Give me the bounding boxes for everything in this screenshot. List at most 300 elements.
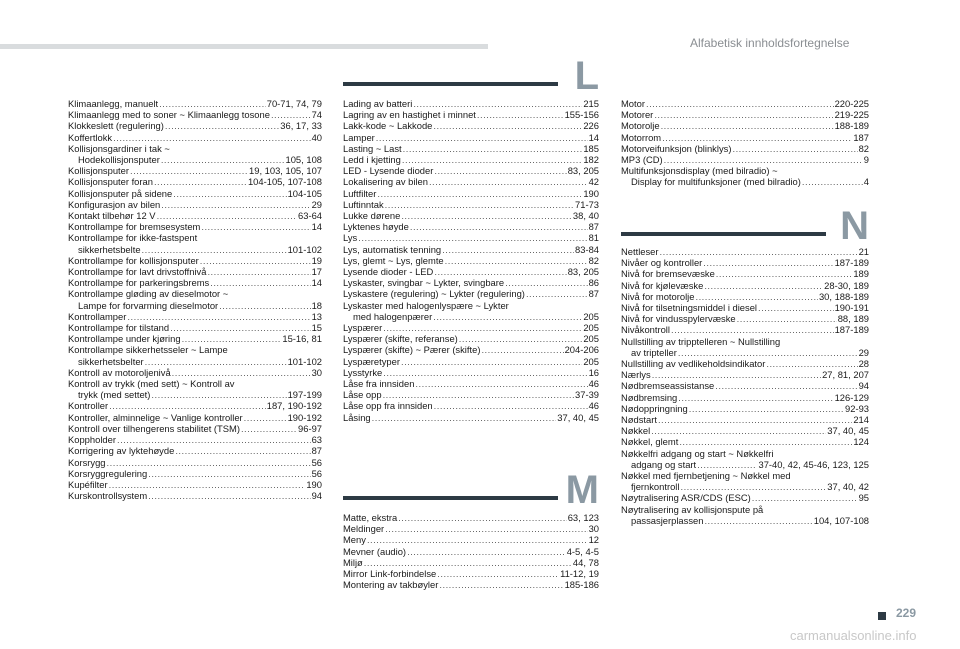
dot-leader [410, 221, 588, 232]
dot-leader [383, 322, 582, 333]
dot-leader [651, 425, 826, 436]
entry-term: Nivå for bremsevæske [621, 268, 715, 280]
dot-leader [445, 255, 588, 266]
index-entry [621, 176, 869, 187]
index-entry [68, 457, 322, 468]
entry-pages: 188-189 [834, 120, 869, 132]
entry-pages: 28-30, 189 [824, 279, 869, 291]
entry-pages: 94 [311, 490, 322, 502]
entry-term: Nivåkontroll [621, 324, 670, 336]
entry-pages: 11-12, 19 [560, 568, 599, 580]
section-rule [621, 232, 826, 236]
dot-leader [159, 98, 266, 109]
entry-pages: 56 [311, 456, 322, 468]
entry-pages: 18 [311, 299, 322, 311]
entry-term: adgang og start [631, 458, 697, 470]
entry-pages: 95 [858, 492, 869, 504]
entry-pages: 14 [311, 277, 322, 289]
entry-pages: 14 [311, 221, 322, 233]
index-entry [343, 232, 599, 243]
entry-pages: 220-225 [834, 98, 869, 109]
entry-term: Kontroller, alminnelige ~ Vanlige kontroller [68, 411, 243, 423]
entry-term: Låsing [343, 411, 371, 423]
dot-leader [201, 221, 310, 232]
entry-term: Lys, automatisk tenning [343, 243, 442, 255]
entry-pages: 205 [583, 322, 599, 334]
entry-pages: 28 [858, 358, 869, 370]
index-entry [68, 423, 322, 434]
entry-pages: 37, 40, 45 [557, 411, 599, 423]
entry-pages: 46 [588, 378, 599, 390]
index-entry [621, 165, 869, 176]
entry-term: Korsryggregulering [68, 467, 148, 479]
entry-pages: 82 [858, 142, 869, 154]
dot-leader [113, 132, 310, 143]
dot-leader [127, 311, 310, 322]
index-entry [343, 300, 599, 311]
entry-pages: 88, 189 [837, 313, 869, 325]
index-entry [68, 210, 322, 221]
entry-pages: 197-199 [287, 389, 322, 401]
dot-leader [654, 109, 833, 120]
entry-term: Lagring av en hastighet i minnet [343, 109, 476, 121]
entry-term: Lyskaster, svingbar ~ Lykter, svingbare [343, 277, 505, 289]
entry-pages: 204-206 [564, 344, 599, 356]
index-entry [68, 333, 322, 344]
entry-term: Meldinger [343, 523, 385, 535]
entry-pages: 13 [311, 310, 322, 322]
dot-leader [716, 268, 853, 279]
dot-leader [715, 380, 857, 391]
entry-pages: 46 [588, 400, 599, 412]
index-entry [343, 143, 599, 154]
entry-term: Luftinntak [343, 198, 384, 210]
dot-leader [117, 434, 311, 445]
index-entry [621, 459, 869, 470]
entry-term: Kontrollampe for ikke-fastspent [68, 232, 198, 244]
index-entry [343, 311, 599, 322]
dot-leader [434, 165, 566, 176]
dot-leader [401, 210, 572, 221]
entry-term: Låse opp fra innsiden [343, 400, 433, 412]
index-entry [68, 120, 322, 131]
entry-term: Kontrollampe for kollisjonsputer [68, 254, 199, 266]
entry-term: Kontrollampe for bremsesystem [68, 221, 201, 233]
entry-term: Nærlys [621, 369, 651, 381]
index-entry [68, 255, 322, 266]
index-entry [68, 232, 322, 243]
dot-leader [385, 523, 587, 534]
entry-term: Lysstyrke [343, 366, 383, 378]
index-entry [621, 302, 869, 313]
entry-term: Motor [621, 98, 645, 109]
dot-leader [383, 367, 587, 378]
index-entry [343, 109, 599, 120]
dot-leader [689, 403, 844, 414]
dot-leader [703, 257, 833, 268]
dot-leader [429, 176, 588, 187]
dot-leader [157, 210, 297, 221]
entry-term: Motorveifunksjon (blinklys) [621, 142, 732, 154]
entry-term: Kontroll over tilhengerens stabilitet (TSM) [68, 422, 240, 434]
header-rule [0, 44, 488, 49]
index-entry [68, 468, 322, 479]
dot-leader [505, 277, 587, 288]
index-entry [343, 322, 599, 333]
dot-leader [210, 277, 310, 288]
index-entry [621, 481, 869, 492]
entry-term: Låse opp [343, 389, 382, 401]
index-entry [68, 288, 322, 299]
dot-leader [376, 132, 588, 143]
index-entry [68, 143, 322, 154]
dot-leader [244, 412, 287, 423]
section-rule [343, 496, 558, 500]
section-header-m [343, 468, 599, 512]
corner-mark [878, 612, 886, 620]
index-entry [343, 400, 599, 411]
dot-leader [407, 546, 566, 557]
entry-term: Lasting ~ Last [343, 142, 402, 154]
entry-term: Nivå for kjølevæske [621, 279, 704, 291]
entry-term: Nivå for vindusspylervæske [621, 313, 736, 325]
entry-term: Korsrygg [68, 456, 106, 468]
entry-pages: 105, 108 [285, 154, 322, 166]
entry-pages: 190-192 [287, 411, 322, 423]
dot-leader [151, 389, 286, 400]
index-entry [343, 188, 599, 199]
entry-term: Kollisjonsgardiner i tak ~ [68, 142, 170, 154]
page-number: 229 [896, 606, 917, 620]
entry-pages: 124 [853, 436, 869, 448]
index-entry [68, 266, 322, 277]
entry-term: Lukke dørene [343, 210, 401, 222]
entry-term: Multifunksjonsdisplay (med bilradio) ~ [621, 165, 778, 177]
dot-leader [680, 481, 826, 492]
entry-pages: 44, 78 [572, 556, 599, 568]
index-entry [68, 445, 322, 456]
dot-leader [170, 322, 310, 333]
dot-leader [367, 534, 588, 545]
entry-pages: 104, 107-108 [813, 514, 869, 526]
dot-leader [434, 266, 566, 277]
dot-leader [671, 324, 834, 335]
dot-leader [652, 369, 821, 380]
index-column-l [343, 98, 599, 423]
entry-term: Matte, ekstra [343, 512, 398, 523]
entry-term: Lokalisering av bilen [343, 176, 428, 188]
dot-leader [433, 311, 582, 322]
entry-term: Meny [343, 534, 366, 546]
index-entry [343, 333, 599, 344]
dot-leader [766, 358, 857, 369]
dot-leader [377, 188, 582, 199]
entry-term: Motorrom [621, 131, 662, 143]
dot-leader [148, 490, 310, 501]
entry-pages: 40 [311, 131, 322, 143]
entry-term: Nødbremseassistanse [621, 380, 715, 392]
section-header-n [621, 204, 869, 248]
entry-pages: 27, 81, 207 [822, 369, 869, 381]
index-entry [68, 109, 322, 120]
index-entry [343, 120, 599, 131]
index-entry [621, 268, 869, 279]
dot-leader [758, 302, 834, 313]
dot-leader [704, 515, 812, 526]
entry-pages: 86 [588, 277, 599, 289]
dot-leader [109, 400, 266, 411]
index-entry [68, 322, 322, 333]
entry-pages: 81 [588, 232, 599, 244]
entry-pages: 70-71, 74, 79 [266, 98, 322, 109]
entry-term: LED - Lysende dioder [343, 165, 434, 177]
entry-pages: 9 [863, 154, 869, 166]
entry-term: Nullstilling av vedlikeholdsindikator [621, 358, 766, 370]
entry-term: Kollisjonsputer foran [68, 176, 153, 188]
index-entry [621, 369, 869, 380]
entry-pages: 29 [858, 346, 869, 358]
entry-pages: 56 [311, 467, 322, 479]
index-entry [343, 534, 599, 545]
entry-term: Kontrollampe for lavt drivstoffnivå [68, 266, 207, 278]
index-entry [621, 448, 869, 459]
index-entry [621, 425, 869, 436]
entry-pages: 16 [588, 366, 599, 378]
dot-leader [437, 568, 559, 579]
entry-pages: 63-64 [298, 210, 322, 222]
dot-leader [130, 165, 248, 176]
dot-leader [385, 199, 574, 210]
entry-term: Kontroll av trykk (med sett) ~ Kontroll av [68, 378, 235, 390]
entry-pages: 4-5, 4-5 [566, 545, 599, 557]
entry-term: Kollisjonsputer [68, 165, 129, 177]
entry-term: Koffertlokk [68, 131, 113, 143]
dot-leader [175, 445, 310, 456]
entry-pages: 187-189 [834, 257, 869, 269]
entry-pages: 21 [858, 246, 869, 257]
entry-term: Kontrollamper [68, 310, 127, 322]
entry-term: Nøytralisering ASR/CDS (ESC) [621, 492, 751, 504]
entry-term: sikkerhetsbelter [78, 355, 144, 367]
index-entry [621, 257, 869, 268]
index-entry [621, 313, 869, 324]
section-header-l [343, 54, 599, 98]
index-entry [68, 344, 322, 355]
index-entry [343, 557, 599, 568]
index-entry [68, 479, 322, 490]
page-header-title: Alfabetisk innholdsfortegnelse [690, 36, 850, 50]
index-entry [343, 244, 599, 255]
index-entry [68, 490, 322, 501]
index-column-m-cont [621, 98, 869, 188]
dot-leader [695, 291, 817, 302]
index-entry [68, 356, 322, 367]
dot-leader [697, 459, 757, 470]
entry-term: Lyspærer [343, 322, 383, 334]
entry-term: trykk (med settet) [78, 389, 151, 401]
entry-term: Kollisjonsputer på sidene [68, 187, 173, 199]
entry-term: Nødbremsing [621, 391, 678, 403]
dot-leader [271, 109, 311, 120]
entry-pages: 37, 40, 45 [827, 425, 869, 437]
entry-term: Lampe for forvarming dieselmotor [78, 299, 219, 311]
dot-leader [402, 154, 582, 165]
entry-term: Motorer [621, 109, 654, 121]
dot-leader [704, 280, 823, 291]
dot-leader [145, 356, 287, 367]
index-entry [343, 199, 599, 210]
index-entry [621, 98, 869, 109]
entry-pages: 214 [853, 414, 869, 426]
index-entry [68, 311, 322, 322]
index-entry [621, 515, 869, 526]
index-entry [621, 336, 869, 347]
dot-leader [241, 423, 297, 434]
dot-leader [664, 154, 863, 165]
entry-pages: 155-156 [564, 109, 599, 121]
entry-term: Lyskastere (regulering) ~ Lykter (regulering) [343, 288, 525, 300]
entry-pages: 104-105 [287, 187, 322, 199]
entry-pages: 30 [588, 523, 599, 535]
entry-term: Kontrollampe under kjøring [68, 333, 181, 345]
dot-leader [442, 244, 574, 255]
entry-term: Nivå for tilsetningsmiddel i diesel [621, 302, 757, 314]
index-entry [621, 358, 869, 369]
entry-pages: 215 [583, 98, 599, 109]
dot-leader [173, 188, 286, 199]
index-entry [343, 98, 599, 109]
index-entry [343, 255, 599, 266]
entry-term: Lyktenes høyde [343, 221, 409, 233]
entry-term: Lys [343, 232, 358, 244]
entry-term: Display for multifunksjoner (med bilradio) [631, 176, 801, 188]
entry-pages: 126-129 [834, 391, 869, 403]
index-entry [621, 246, 869, 257]
entry-term: Korrigering av lyktehøyde [68, 445, 175, 457]
index-entry [621, 392, 869, 403]
entry-pages: 226 [583, 120, 599, 132]
entry-term: Nettleser [621, 246, 659, 257]
entry-term: Nøkkelfri adgang og start ~ Nøkkelfri [621, 447, 774, 459]
index-entry [621, 132, 869, 143]
entry-pages: 19 [311, 254, 322, 266]
index-entry [621, 280, 869, 291]
section-letter-n: N [840, 204, 869, 248]
entry-term: Låse fra innsiden [343, 378, 415, 390]
index-entry [68, 378, 322, 389]
entry-pages: 104-105, 107-108 [247, 176, 322, 188]
dot-leader [200, 255, 311, 266]
entry-pages: 14 [588, 131, 599, 143]
index-entry [68, 221, 322, 232]
index-entry [68, 132, 322, 143]
entry-pages: 30 [311, 366, 322, 378]
entry-term: Lysende dioder - LED [343, 266, 434, 278]
index-entry [68, 188, 322, 199]
index-entry [343, 221, 599, 232]
dot-leader [148, 468, 310, 479]
index-entry [68, 98, 322, 109]
dot-leader [678, 347, 858, 358]
dot-leader [403, 143, 583, 154]
index-entry [621, 109, 869, 120]
entry-pages: 96-97 [298, 422, 322, 434]
entry-term: Nøkkel [621, 425, 651, 437]
index-column-k [68, 98, 322, 501]
entry-term: Motorolje [621, 120, 660, 132]
dot-leader [646, 98, 834, 109]
entry-term: passasjerplassen [631, 514, 704, 526]
entry-term: Kontroller [68, 400, 109, 412]
dot-leader [434, 400, 588, 411]
index-column-m [343, 512, 599, 590]
entry-pages: 205 [583, 310, 599, 322]
dot-leader [161, 199, 310, 210]
entry-term: Konfigurasjon av bilen [68, 198, 161, 210]
dot-leader [109, 479, 306, 490]
entry-pages: 190 [306, 478, 322, 490]
dot-leader [372, 412, 557, 423]
index-entry [343, 266, 599, 277]
index-entry [621, 504, 869, 515]
entry-term: Kontroll av motoroljenivå [68, 366, 171, 378]
entry-term: Nullstilling av tripptelleren ~ Nullstilling [621, 335, 781, 347]
entry-term: Klimaanlegg med to soner ~ Klimaanlegg tosone [68, 109, 270, 121]
entry-pages: 205 [583, 333, 599, 345]
index-entry [343, 412, 599, 423]
section-letter-m: M [565, 468, 599, 512]
entry-pages: 30, 188-189 [818, 290, 869, 302]
index-entry [68, 400, 322, 411]
index-entry [343, 568, 599, 579]
entry-term: Kontrollampe sikkerhetsseler ~ Lampe [68, 344, 228, 356]
dot-leader [737, 313, 837, 324]
entry-term: Montering av takbøyler [343, 579, 439, 591]
dot-leader [161, 154, 285, 165]
index-entry [68, 199, 322, 210]
entry-pages: 187-189 [834, 324, 869, 336]
entry-pages: 63 [311, 434, 322, 446]
entry-pages: 82 [588, 254, 599, 266]
entry-pages: 4 [863, 176, 869, 188]
entry-term: Klimaanlegg, manuelt [68, 98, 159, 109]
dot-leader [439, 579, 563, 590]
index-entry [621, 414, 869, 425]
index-entry [621, 380, 869, 391]
index-entry [621, 324, 869, 335]
entry-term: Nivå for motorolje [621, 290, 695, 302]
index-entry [343, 367, 599, 378]
entry-pages: 36, 17, 33 [280, 120, 322, 132]
dot-leader [732, 143, 857, 154]
entry-term: Lamper [343, 131, 375, 143]
index-entry [68, 300, 322, 311]
dot-leader [678, 392, 833, 403]
dot-leader [398, 512, 567, 523]
dot-leader [661, 120, 834, 131]
dot-leader [207, 266, 310, 277]
index-entry [68, 412, 322, 423]
entry-term: MP3 (CD) [621, 154, 663, 166]
entry-pages: 87 [588, 221, 599, 233]
entry-pages: 92-93 [845, 402, 869, 414]
entry-term: Lyspærer (skifte) ~ Pærer (skifte) [343, 344, 481, 356]
index-entry [343, 210, 599, 221]
entry-pages: 12 [588, 534, 599, 546]
index-entry [621, 143, 869, 154]
section-letter-l: L [574, 54, 599, 98]
dot-leader [358, 232, 587, 243]
